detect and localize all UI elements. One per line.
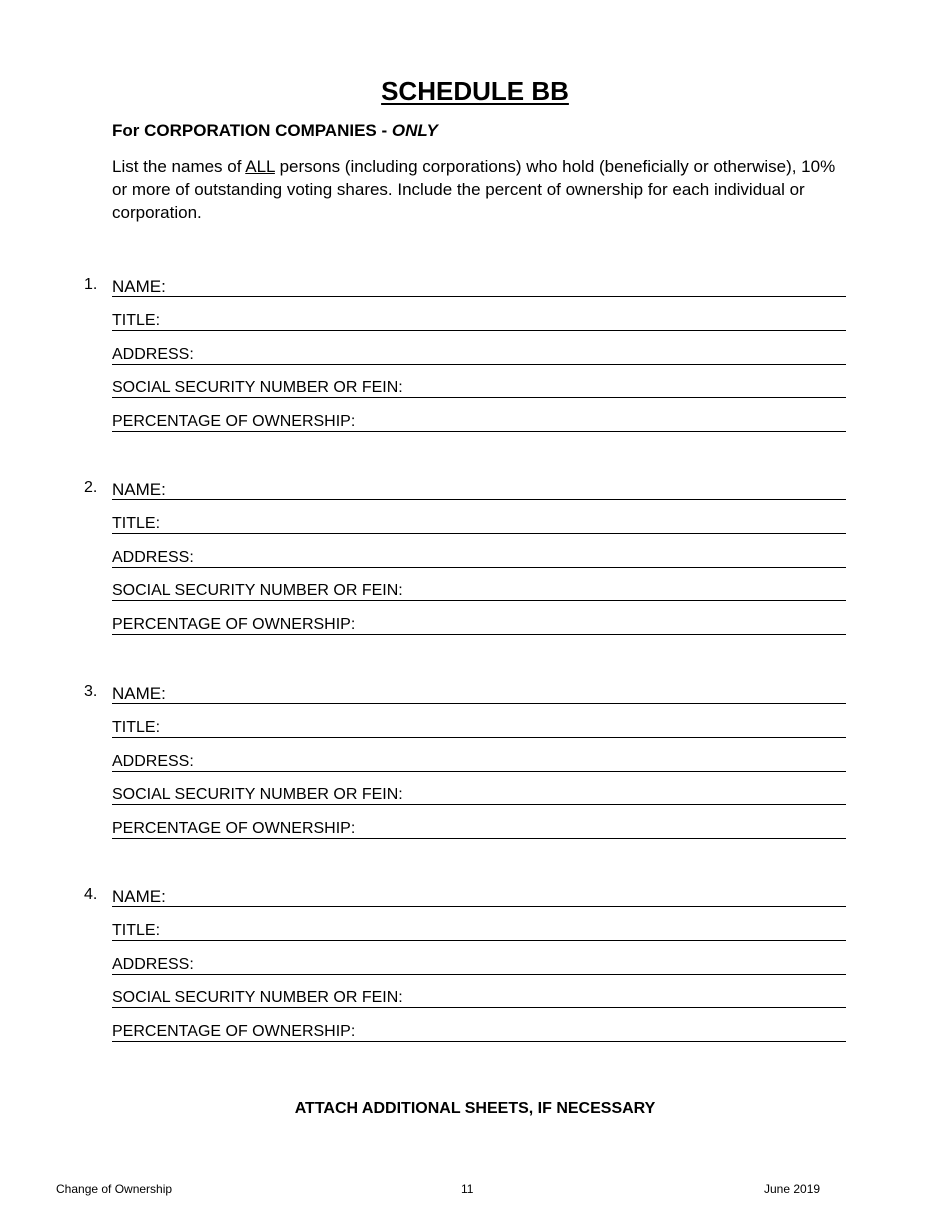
title-field-row [112, 511, 846, 534]
address-field-row [112, 545, 846, 568]
ownership-label: PERCENTAGE OF OWNERSHIP: [112, 820, 356, 837]
name-label: NAME: [112, 480, 166, 499]
name-input[interactable] [172, 684, 846, 702]
footer-document-name: Change of Ownership [56, 1182, 173, 1196]
address-input[interactable] [202, 345, 846, 363]
subtitle-main: For CORPORATION COMPANIES - [112, 121, 392, 140]
ssn-fein-input[interactable] [427, 988, 846, 1006]
ownership-field-row [112, 612, 846, 635]
owner-entry-1 [0, 274, 950, 444]
entry-number: 2. [84, 479, 98, 496]
ownership-label: PERCENTAGE OF OWNERSHIP: [112, 413, 356, 430]
instructions-underlined: ALL [245, 157, 275, 176]
name-field-row [112, 681, 846, 704]
address-field-row [112, 952, 846, 975]
name-input[interactable] [172, 480, 846, 498]
ownership-input[interactable] [377, 1022, 846, 1040]
title-input[interactable] [162, 718, 846, 736]
footer-page-number: 11 [461, 1182, 474, 1196]
ownership-label: PERCENTAGE OF OWNERSHIP: [112, 1023, 356, 1040]
subtitle-emphasis: ONLY [391, 121, 438, 140]
name-input[interactable] [172, 277, 846, 295]
title-field-row [112, 918, 846, 941]
title-label: TITLE: [112, 922, 161, 939]
ssn-fein-field-row [112, 985, 846, 1008]
title-input[interactable] [162, 921, 846, 939]
ownership-input[interactable] [377, 412, 846, 430]
owner-entry-2 [0, 477, 950, 647]
title-label: TITLE: [112, 719, 161, 736]
title-input[interactable] [162, 311, 846, 329]
title-label: TITLE: [112, 312, 161, 329]
name-label: NAME: [112, 887, 166, 906]
address-field-row [112, 342, 846, 365]
footer-date: June 2019 [764, 1182, 821, 1196]
ownership-field-row [112, 1019, 846, 1042]
page-title: SCHEDULE BB [381, 76, 569, 106]
name-field-row [112, 274, 846, 297]
address-label: ADDRESS: [112, 346, 194, 363]
ownership-field-row [112, 816, 846, 839]
address-label: ADDRESS: [112, 956, 194, 973]
instructions-part1: List the names of [112, 157, 246, 176]
ssn-fein-field-row [112, 375, 846, 398]
address-input[interactable] [202, 752, 846, 770]
name-label: NAME: [112, 684, 166, 703]
address-field-row [112, 749, 846, 772]
title-input[interactable] [162, 514, 846, 532]
ownership-field-row [112, 409, 846, 432]
address-label: ADDRESS: [112, 549, 194, 566]
ownership-label: PERCENTAGE OF OWNERSHIP: [112, 616, 356, 633]
ssn-fein-label: SOCIAL SECURITY NUMBER OR FEIN: [112, 989, 403, 1006]
name-field-row [112, 477, 846, 500]
ssn-fein-input[interactable] [427, 785, 846, 803]
name-field-row [112, 884, 846, 907]
owner-entry-3 [0, 681, 950, 851]
ssn-fein-input[interactable] [427, 378, 846, 396]
ssn-fein-input[interactable] [427, 581, 846, 599]
attach-sheets-note: ATTACH ADDITIONAL SHEETS, IF NECESSARY [294, 1100, 656, 1117]
instructions-part2: persons (including corporations) who hold (beneficially or otherwise), 10% or more of outstanding voting shares. Include the percent of ownership for each individual or corporation. [112, 157, 836, 222]
ssn-fein-label: SOCIAL SECURITY NUMBER OR FEIN: [112, 582, 403, 599]
ssn-fein-field-row [112, 782, 846, 805]
title-field-row [112, 308, 846, 331]
entry-number: 1. [84, 276, 98, 293]
address-label: ADDRESS: [112, 753, 194, 770]
instructions [112, 155, 852, 224]
name-input[interactable] [172, 887, 846, 905]
address-input[interactable] [202, 955, 846, 973]
title-label: TITLE: [112, 515, 161, 532]
entry-number: 3. [84, 683, 98, 700]
title-field-row [112, 715, 846, 738]
ssn-fein-field-row [112, 578, 846, 601]
name-label: NAME: [112, 277, 166, 296]
address-input[interactable] [202, 548, 846, 566]
ssn-fein-label: SOCIAL SECURITY NUMBER OR FEIN: [112, 379, 403, 396]
entry-number: 4. [84, 886, 98, 903]
ownership-input[interactable] [377, 615, 846, 633]
ssn-fein-label: SOCIAL SECURITY NUMBER OR FEIN: [112, 786, 403, 803]
ownership-input[interactable] [377, 819, 846, 837]
subtitle [112, 120, 438, 142]
owner-entry-4 [0, 884, 950, 1054]
